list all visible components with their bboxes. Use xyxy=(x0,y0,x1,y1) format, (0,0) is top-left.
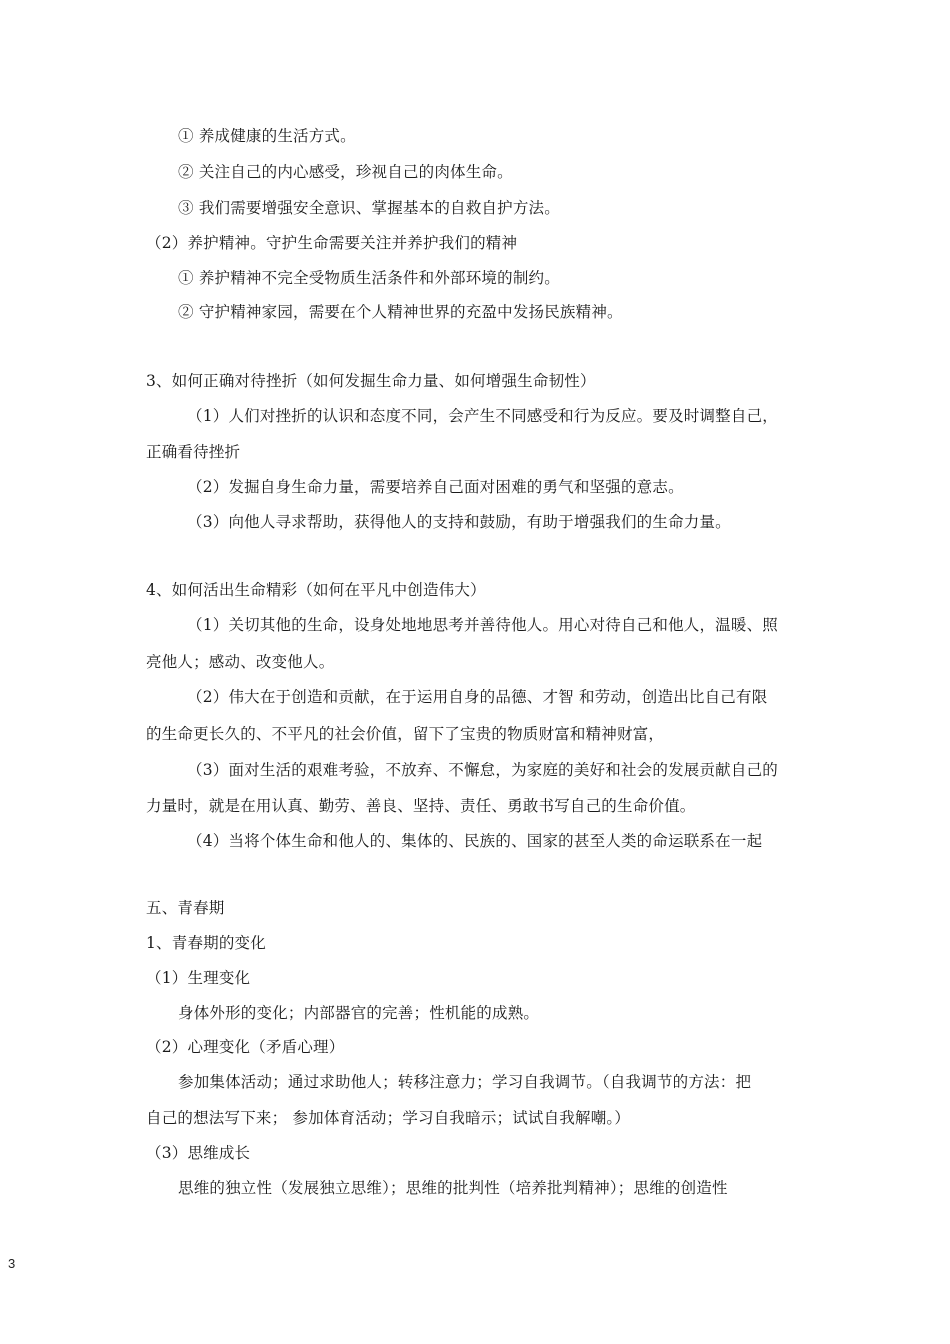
text-line: 参加集体活动；通过求助他人；转移注意力；学习自我调节。（自我调节的方法：把 xyxy=(178,1073,752,1091)
text-line: ① 养护精神不完全受物质生活条件和外部环境的制约。 xyxy=(178,269,560,287)
text-line: （1）关切其他的生命，设身处地地思考并善待他人。用心对待自己和他人，温暖、照 xyxy=(187,616,778,634)
text-line: 的生命更长久的、不平凡的社会价值，留下了宝贵的物质财富和精神财富， xyxy=(146,725,665,743)
text-line: （2）养护精神。守护生命需要关注并养护我们的精神 xyxy=(146,234,518,252)
section-heading: 4、如何活出生命精彩（如何在平凡中创造伟大） xyxy=(146,581,486,599)
text-line: （4）当将个体生命和他人的、集体的、民族的、国家的甚至人类的命运联系在一起 xyxy=(187,832,763,850)
text-line: 思维的独立性（发展独立思维）；思维的批判性（培养批判精神）；思维的创造性 xyxy=(178,1179,728,1197)
text-line: （2）心理变化（矛盾心理） xyxy=(146,1038,345,1056)
text-line: ③ 我们需要增强安全意识、掌握基本的自救自护方法。 xyxy=(178,199,560,217)
text-line: 亮他人；感动、改变他人。 xyxy=(146,653,335,671)
text-line: 正确看待挫折 xyxy=(146,443,241,461)
section-heading: 3、如何正确对待挫折（如何发掘生命力量、如何增强生命韧性） xyxy=(146,372,596,390)
text-line: （3）思维成长 xyxy=(146,1144,251,1162)
subsection-heading: 1、青春期的变化 xyxy=(146,934,266,952)
text-line: （3）向他人寻求帮助，获得他人的支持和鼓励，有助于增强我们的生命力量。 xyxy=(187,513,731,531)
text-line: （2）发掘自身生命力量，需要培养自己面对困难的勇气和坚强的意志。 xyxy=(187,478,684,496)
text-line: （2）伟大在于创造和贡献，在于运用自身的品德、才智 和劳动，创造出比自己有限 xyxy=(187,688,768,706)
text-line: （1）生理变化 xyxy=(146,969,251,987)
page-number: 3 xyxy=(8,1256,16,1271)
section-heading: 五、青春期 xyxy=(146,899,225,917)
text-line: （3）面对生活的艰难考验，不放弃、不懈怠，为家庭的美好和社会的发展贡献自己的 xyxy=(187,761,778,779)
text-line: ② 守护精神家园，需要在个人精神世界的充盈中发扬民族精神。 xyxy=(178,303,623,321)
text-line: ② 关注自己的内心感受，珍视自己的肉体生命。 xyxy=(178,163,513,181)
text-line: ① 养成健康的生活方式。 xyxy=(178,127,356,145)
text-line: 力量时，就是在用认真、勤劳、善良、坚持、责任、勇敢书写自己的生命价值。 xyxy=(146,797,696,815)
text-line: 身体外形的变化；内部器官的完善；性机能的成熟。 xyxy=(178,1004,540,1022)
text-line: （1）人们对挫折的认识和态度不同，会产生不同感受和行为反应。要及时调整自己， xyxy=(187,407,778,425)
text-line: 自己的想法写下来； 参加体育活动；学习自我暗示；试试自我解嘲。） xyxy=(146,1109,631,1127)
